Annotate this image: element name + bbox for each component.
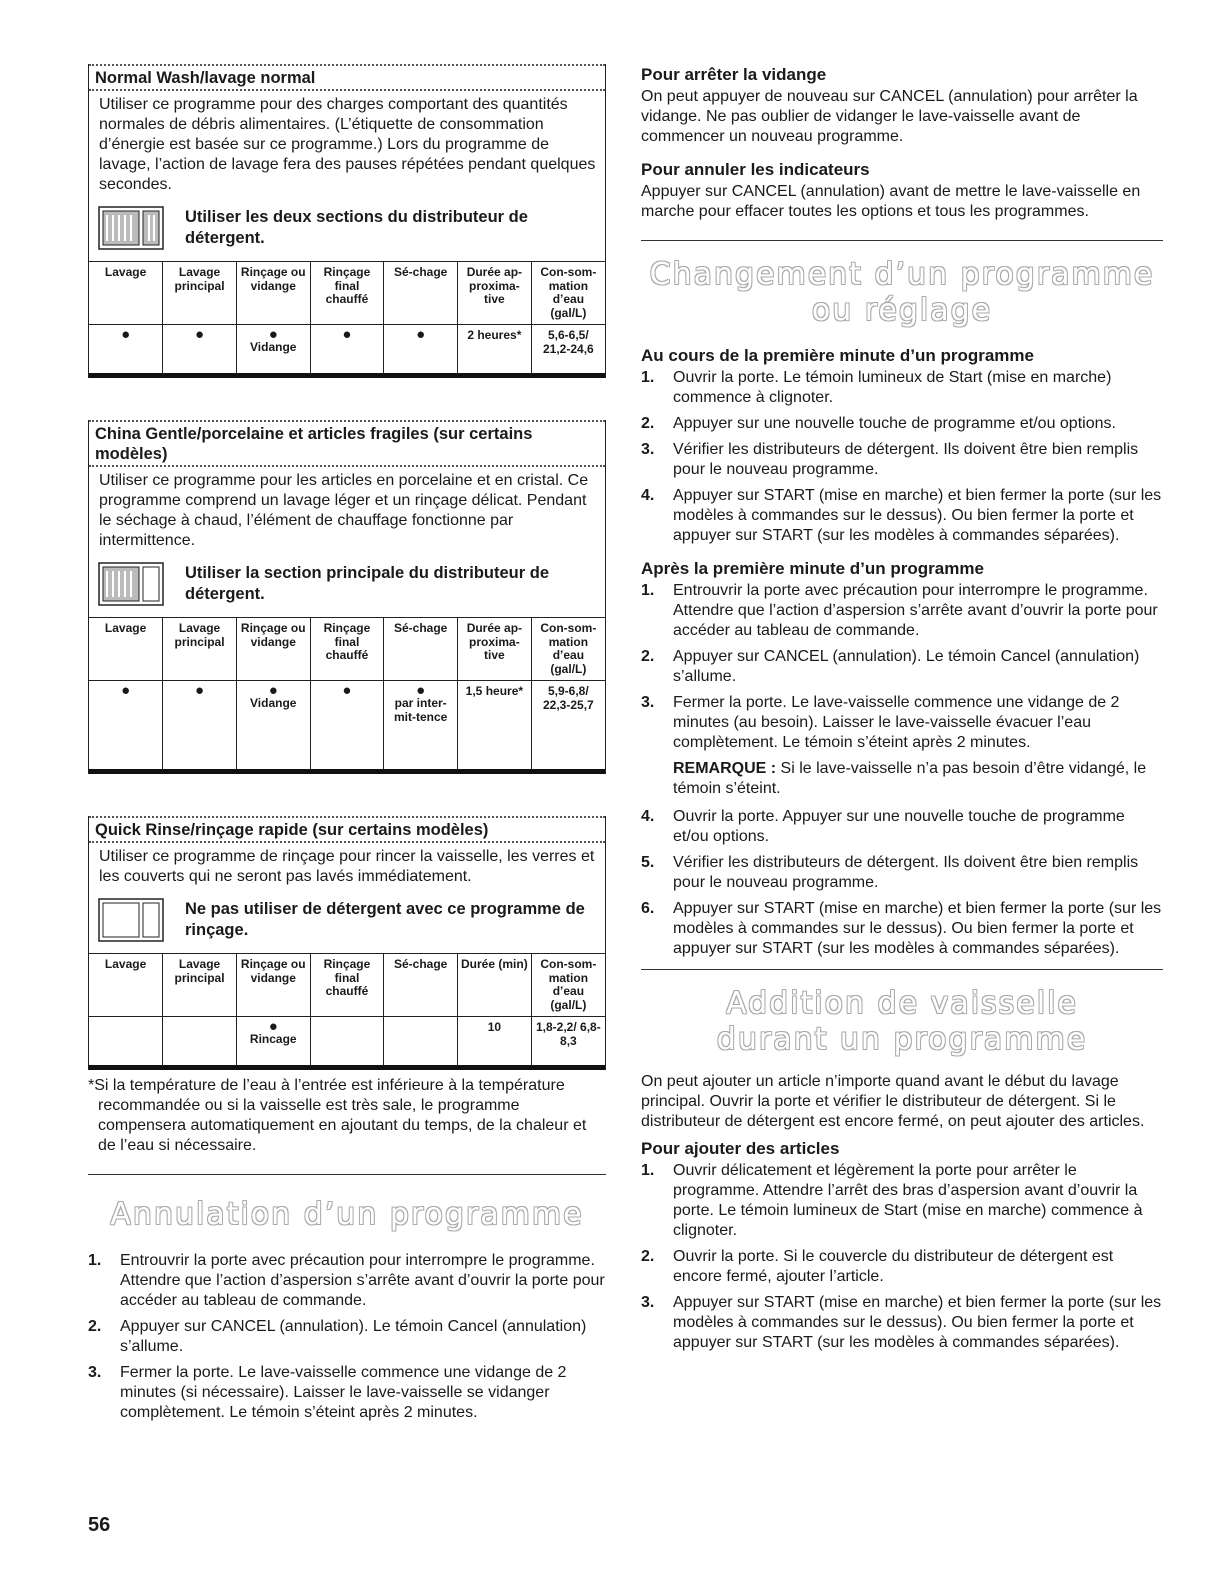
col-rincage-final: Rinçage final chauffé — [310, 954, 384, 1017]
list-item: 6. Appuyer sur START (mise en marche) et bien fermer la porte (sur les modèles à commandes sur le dessus). Ou bien fermer la porte et appuyer sur START (sur les modèles à commandes séparées). — [641, 900, 1162, 957]
list-item: 2. Appuyer sur une nouvelle touche de programme et/ou options. — [641, 415, 1116, 432]
cell-rincage-final: ● — [310, 325, 384, 376]
after-first-minute-steps-continued — [641, 807, 1163, 959]
list-item: 3. Fermer la porte. Le lave-vaisselle commence une vidange de 2 minutes (si nécessaire). Laisser le lave-vaisselle se vidanger complètement. Le témoin s’éteint après 2 minutes. — [88, 1364, 567, 1421]
col-rincage-vidange: Rinçage ou vidange — [236, 262, 310, 325]
col-consommation: Con-som-mation d’eau (gal/L) — [531, 954, 605, 1017]
cell-lavage-principal — [163, 1017, 237, 1068]
col-duree: Durée (min) — [458, 954, 532, 1017]
col-rincage-vidange: Rinçage ou vidange — [236, 618, 310, 681]
cell-duree: 10 — [458, 1017, 532, 1068]
list-item: 3. Vérifier les distributeurs de détergent. Ils doivent être bien remplis pour le nouveau programme. — [641, 441, 1139, 478]
program-description: Utiliser ce programme de rinçage pour rincer la vaisselle, les verres et les couverts qui ne seront pas lavés immédiatement. — [99, 848, 595, 885]
col-sechage: Sé-chage — [384, 262, 458, 325]
col-sechage: Sé-chage — [384, 954, 458, 1017]
cell-lavage-principal: ● — [163, 681, 237, 772]
detergent-note — [89, 201, 605, 261]
divider — [641, 240, 1163, 241]
list-item: 1. Entrouvrir la porte avec précaution pour interrompre le programme. Attendre que l’action d’aspersion s’arrête avant d’ouvrir la porte pour accéder au tableau de commande. — [641, 582, 1158, 639]
col-lavage: Lavage — [89, 618, 163, 681]
cell-rincage-vidange: ● Rincage — [236, 1017, 310, 1068]
cell-sechage — [384, 1017, 458, 1068]
list-item: 1. Ouvrir la porte. Le témoin lumineux de Start (mise en marche) commence à clignoter. — [641, 369, 1112, 406]
table-row — [89, 1017, 605, 1068]
table-row — [89, 325, 605, 376]
list-item: 5. Vérifier les distributeurs de détergent. Ils doivent être bien remplis pour le nouveau programme. — [641, 854, 1139, 891]
right-column — [641, 64, 1163, 1359]
detergent-note-text: Utiliser la section principale du distributeur de détergent. — [185, 564, 549, 603]
heading-annuler-indicateurs: Pour annuler les indicateurs — [641, 160, 870, 179]
col-lavage-principal: Lavage principal — [163, 262, 237, 325]
detergent-note-text: Utiliser les deux sections du distributeur de détergent. — [185, 208, 528, 247]
col-rincage-vidange: Rinçage ou vidange — [236, 954, 310, 1017]
cell-lavage: ● — [89, 681, 163, 772]
col-duree: Durée ap-proxima-tive — [458, 618, 532, 681]
cell-lavage: ● — [89, 325, 163, 376]
col-lavage: Lavage — [89, 262, 163, 325]
text-arret-vidange: On peut appuyer de nouveau sur CANCEL (annulation) pour arrêter la vidange. Ne pas oublier de vidanger le lave-vaisselle avant de commencer un nouveau programme. — [641, 88, 1138, 145]
detergent-dispenser-main-icon — [97, 561, 165, 607]
divider — [88, 1174, 606, 1175]
col-lavage: Lavage — [89, 954, 163, 1017]
footnote: *Si la température de l’eau à l’entrée est inférieure à la température recommandée ou si la vaisselle est très sale, le programme compensera automatiquement en ajoutant du temps, de la chaleur et de l’eau si nécessaire. — [88, 1077, 587, 1154]
list-item: 4. Appuyer sur START (mise en marche) et bien fermer la porte (sur les modèles à commandes sur le dessus). Ou bien fermer la porte et appuyer sur START (sur les modèles à commandes séparées). — [641, 487, 1162, 544]
detergent-dispenser-both-icon — [97, 205, 165, 251]
col-duree: Durée ap-proxima-tive — [458, 262, 532, 325]
section-heading-addition: Addition de vaisselle durant un programme — [716, 986, 1088, 1057]
col-lavage-principal: Lavage principal — [163, 954, 237, 1017]
col-sechage: Sé-chage — [384, 618, 458, 681]
program-title: Quick Rinse/rinçage rapide (sur certains modèles) — [89, 816, 605, 843]
table-row — [89, 681, 605, 772]
cell-sechage: ● — [384, 325, 458, 376]
table-header-row — [89, 262, 605, 325]
cell-consommation: 5,6-6,5/ 21,2-24,6 — [531, 325, 605, 376]
list-item: 4. Ouvrir la porte. Appuyer sur une nouvelle touche de programme et/ou options. — [641, 808, 1125, 845]
cell-duree: 2 heures* — [458, 325, 532, 376]
cell-rincage-final: ● — [310, 681, 384, 772]
detergent-dispenser-empty-icon — [97, 897, 165, 943]
list-item: 2. Appuyer sur CANCEL (annulation). Le témoin Cancel (annulation) s’allume. — [641, 648, 1140, 685]
list-item: 3. Appuyer sur START (mise en marche) et bien fermer la porte (sur les modèles à commandes sur le dessus). Ou bien fermer la porte et appuyer sur START (sur les modèles à commandes séparées). — [641, 1294, 1162, 1351]
detergent-note — [89, 557, 605, 617]
cell-consommation: 1,8-2,2/ 6,8-8,3 — [531, 1017, 605, 1068]
cell-lavage-principal: ● — [163, 325, 237, 376]
divider — [641, 969, 1163, 970]
detergent-note — [89, 893, 605, 953]
program-title: China Gentle/porcelaine et articles fragiles (sur certains modèles) — [89, 420, 605, 467]
first-minute-steps — [641, 368, 1163, 546]
col-lavage-principal: Lavage principal — [163, 618, 237, 681]
program-description: Utiliser ce programme pour les articles en porcelaine et en cristal. Ce programme comprend un lavage léger et un rinçage délicat. Pendant le séchage à chaud, l’élément de chauffage fonctionne par intermittence. — [99, 472, 589, 549]
after-first-minute-steps — [641, 581, 1163, 753]
addition-steps — [641, 1161, 1163, 1353]
section-heading-changement: Changement d’un programme ou réglage — [649, 257, 1155, 328]
col-rincage-final: Rinçage final chauffé — [310, 618, 384, 681]
col-rincage-final: Rinçage final chauffé — [310, 262, 384, 325]
program-normal-wash — [88, 64, 606, 378]
heading-arret-vidange: Pour arrêter la vidange — [641, 65, 827, 84]
cell-consommation: 5,9-6,8/ 22,3-25,7 — [531, 681, 605, 772]
list-item: 2. Ouvrir la porte. Si le couvercle du distributeur de détergent est encore fermé, ajouter l’article. — [641, 1248, 1114, 1285]
program-title: Normal Wash/lavage normal — [89, 64, 605, 91]
list-item: 2. Appuyer sur CANCEL (annulation). Le témoin Cancel (annulation) s’allume. — [88, 1318, 587, 1355]
cell-rincage-vidange: ● Vidange — [236, 325, 310, 376]
cell-sechage: ● par inter-mit-tence — [384, 681, 458, 772]
list-item: 1. Entrouvrir la porte avec précaution pour interrompre le programme. Attendre que l’action d’aspersion s’arrête avant d’ouvrir la porte pour accéder au tableau de commande. — [88, 1252, 605, 1309]
remark: REMARQUE : Si le lave-vaisselle n’a pas besoin d’être vidangé, le témoin s’éteint. — [673, 760, 1147, 797]
text-addition-intro: On peut ajouter un article n’importe quand avant le début du lavage principal. Ouvrir la porte et vérifier le distributeur de détergent. Si le distributeur de détergent est encore fermé, on peut ajouter des articles. — [641, 1073, 1145, 1130]
text-annuler-indicateurs: Appuyer sur CANCEL (annulation) avant de mettre le lave-vaisselle en marche pour effacer toutes les options et tous les programmes. — [641, 183, 1141, 220]
cycle-table — [89, 953, 605, 1070]
table-header-row — [89, 618, 605, 681]
col-consommation: Con-som-mation d’eau (gal/L) — [531, 618, 605, 681]
program-description: Utiliser ce programme pour des charges comportant des quantités normales de débris alimentaires. (L’étiquette de consommation d’énergie est basée sur ce programme.) Lors du programme de lavage, l’action de lavage fera des pauses répétées pendant quelques secondes. — [99, 96, 596, 193]
cell-lavage — [89, 1017, 163, 1068]
program-china-gentle — [88, 420, 606, 774]
left-column — [88, 64, 606, 1429]
list-item: 1. Ouvrir délicatement et légèrement la porte pour arrêter le programme. Attendre l’arrêt des bras d’aspersion avant d’ouvrir la porte. Le témoin lumineux de Start (mise en marche) commence à clignoter. — [641, 1162, 1143, 1239]
heading-first-minute: Au cours de la première minute d’un programme — [641, 346, 1034, 365]
cycle-table — [89, 261, 605, 378]
cell-duree: 1,5 heure* — [458, 681, 532, 772]
heading-ajouter-articles: Pour ajouter des articles — [641, 1139, 840, 1158]
section-heading-annulation: Annulation d’un programme — [110, 1197, 584, 1232]
col-consommation: Con-som-mation d’eau (gal/L) — [531, 262, 605, 325]
program-quick-rinse — [88, 816, 606, 1070]
table-header-row — [89, 954, 605, 1017]
cycle-table — [89, 617, 605, 774]
detergent-note-text: Ne pas utiliser de détergent avec ce programme de rinçage. — [185, 900, 585, 939]
list-item: 3. Fermer la porte. Le lave-vaisselle commence une vidange de 2 minutes (au besoin). Laisser le lave-vaisselle évacuer l’eau complètement. Le témoin s’éteint après 2 minutes. — [641, 694, 1120, 751]
page-number: 56 — [88, 1514, 111, 1536]
annulation-steps — [88, 1251, 606, 1423]
heading-after-first-minute: Après la première minute d’un programme — [641, 559, 984, 578]
cell-rincage-final — [310, 1017, 384, 1068]
cell-rincage-vidange: ● Vidange — [236, 681, 310, 772]
